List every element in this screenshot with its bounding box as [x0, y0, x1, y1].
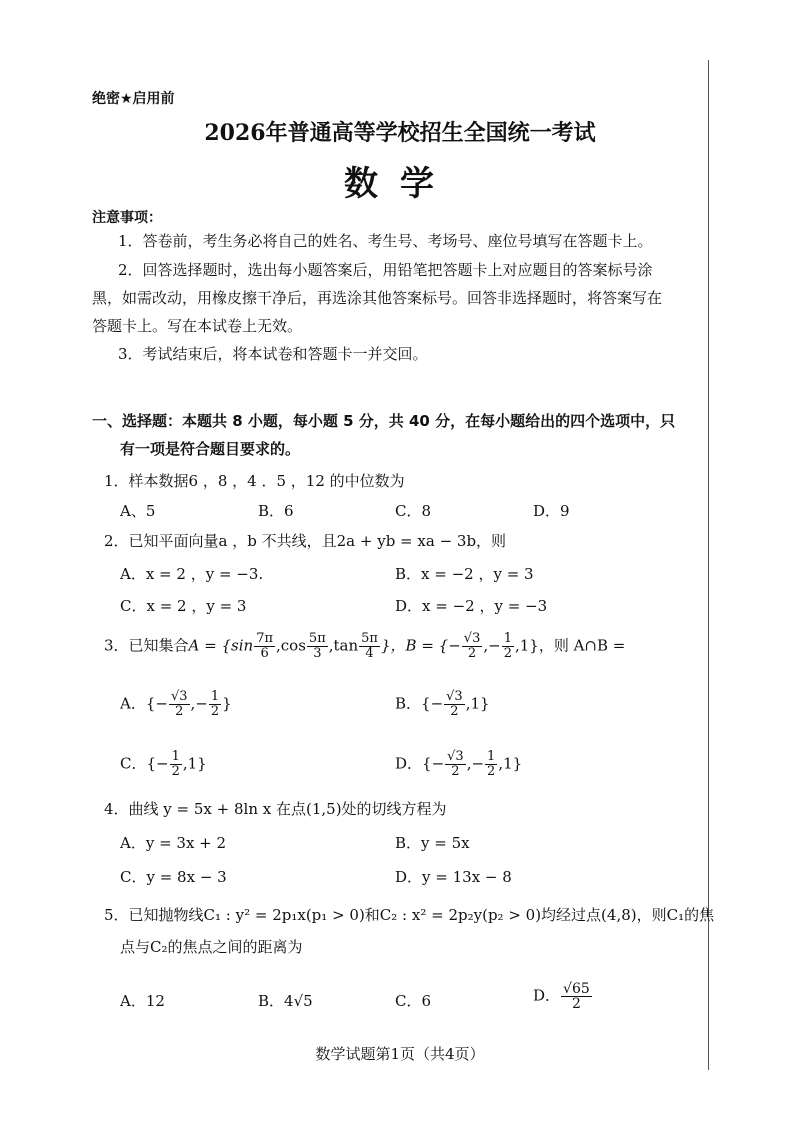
- question-3-stem: 3．已知集合A = {sin $\frac{7\pi}{6}$ ,cos $\frac{5\pi}{3}$ ,tan $\frac{5\pi}{4}$ }，B = {− $\frac{√3}{2}$ ,− $\frac{1}{2}$ ,1}，则 A∩B =: [104, 631, 626, 661]
- question-5-line-1: 5．已知抛物线C₁ : y² = 2p₁x(p₁ > 0)和C₂ : x² = 2p₂y(p₂ > 0)均经过点(4,8)，则C₁的焦: [104, 906, 715, 924]
- question-5-line-2: 点与C₂的焦点之间的距离为: [120, 938, 303, 956]
- notice-item-2-line-3: 答题卡上。写在本试卷上无效。: [92, 317, 303, 335]
- q3-frac-5pi-4: $\frac{5\pi}{4}$: [361, 631, 378, 661]
- q3-option-b: B．{− $\frac{√3}{2}$ ,1}: [395, 689, 490, 719]
- q3-frac-sqrt3-2: $\frac{√3}{2}$: [463, 631, 481, 661]
- q3-tail: ,1}，则 A∩B =: [514, 636, 626, 655]
- q5-option-b: B．4√5: [258, 992, 313, 1010]
- q3-number: 3．已知集合: [104, 636, 189, 655]
- notice-item-1: 1．答卷前，考生务必将自己的姓名、考生号、考场号、座位号填写在答题卡上。: [118, 232, 653, 250]
- notice-item-2-line-2: 黑，如需改动，用橡皮擦干净后，再选涂其他答案标号。回答非选择题时，将答案写在: [92, 289, 663, 307]
- notice-item-3: 3．考试结束后，将本试卷和答题卡一并交回。: [118, 345, 428, 363]
- q3-frac-1-2: $\frac{1}{2}$: [503, 631, 512, 661]
- q5-option-c: C．6: [395, 992, 432, 1010]
- q3-frac-5pi-3: $\frac{5\pi}{3}$: [308, 631, 326, 661]
- q1-option-a: A、5: [120, 502, 156, 520]
- subject-title: 数学: [344, 164, 456, 204]
- q2-option-d: D．x = −2 ，y = −3: [395, 597, 548, 615]
- q3-option-a: A．{− $\frac{√3}{2}$ ,− $\frac{1}{2}$ }: [120, 689, 232, 719]
- page-footer: 数学试题第1页（共4页）: [315, 1045, 485, 1063]
- q4-option-c: C．y = 8x − 3: [120, 868, 227, 886]
- q3-set-b: }，B = {−: [380, 636, 461, 655]
- question-1-stem: 1．样本数据6 ，8 ，4 ．5 ，12 的中位数为: [104, 472, 405, 490]
- q1-option-b: B．6: [258, 502, 294, 520]
- q3-option-c: C．{− $\frac{1}{2}$ ,1}: [120, 749, 207, 779]
- section-1-line-2: 有一项是符合题目要求的。: [120, 440, 301, 458]
- q4-option-b: B．y = 5x: [395, 834, 470, 852]
- q5-option-d: D． $\frac{√65}{2}$: [533, 981, 590, 1012]
- q5-option-a: A．12: [120, 992, 165, 1010]
- notice-heading: 注意事项：: [92, 210, 162, 226]
- q3-set-a: A = {sin: [188, 636, 254, 655]
- question-4-stem: 4．曲线 y = 5x + 8ln x 在点(1,5)处的切线方程为: [104, 800, 447, 818]
- confidential-label: 绝密★启用前: [92, 91, 175, 107]
- q1-option-d: D．9: [533, 502, 570, 520]
- q4-option-a: A．y = 3x + 2: [120, 834, 227, 852]
- q2-option-b: B．x = −2 ，y = 3: [395, 565, 534, 583]
- q2-option-c: C．x = 2 ，y = 3: [120, 597, 247, 615]
- q3-frac-7pi-6: $\frac{7\pi}{6}$: [256, 631, 274, 661]
- question-2-stem: 2．已知平面向量a ，b 不共线，且2a + yb = xa − 3b，则: [104, 532, 507, 550]
- exam-title: 2026年普通高等学校招生全国统一考试: [204, 120, 596, 146]
- notice-item-2-line-1: 2．回答选择题时，选出每小题答案后，用铅笔把答题卡上对应题目的答案标号涂: [118, 261, 653, 279]
- q3-option-d: D．{− $\frac{√3}{2}$ ,− $\frac{1}{2}$ ,1}: [395, 749, 523, 779]
- q1-option-c: C．8: [395, 502, 432, 520]
- q2-option-a: A．x = 2 ，y = −3.: [120, 565, 264, 583]
- section-1-line-1: 一、选择题：本题共 8 小题，每小题 5 分，共 40 分，在每小题给出的四个选项中，只: [92, 412, 676, 430]
- q4-option-d: D．y = 13x − 8: [395, 868, 512, 886]
